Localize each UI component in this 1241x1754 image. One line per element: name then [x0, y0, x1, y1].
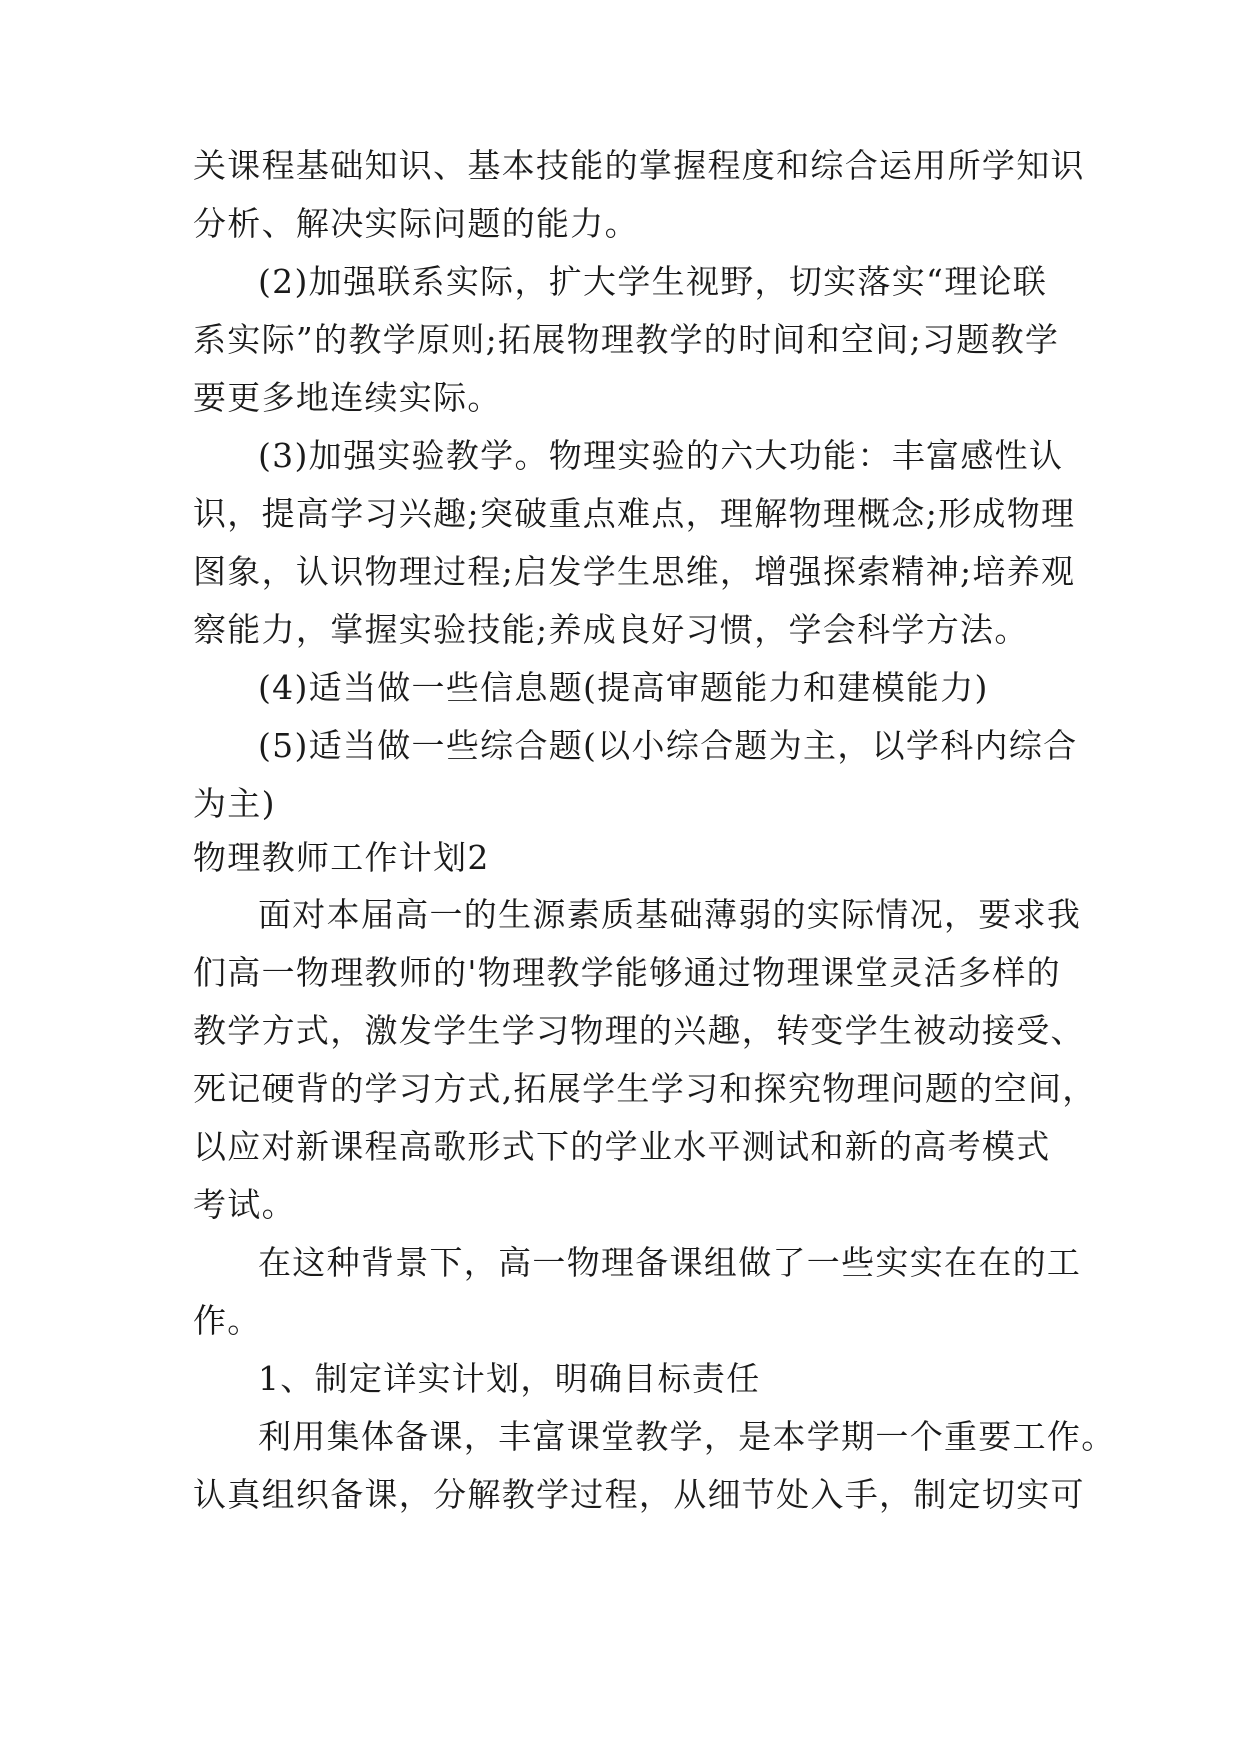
paragraph-line: (2)加强联系实际，扩大学生视野，切实落实“理论联	[258, 262, 1048, 301]
paragraph-line: 以应对新课程高歌形式下的学业水平测试和新的高考模式	[193, 1127, 1051, 1166]
paragraph-line: 利用集体备课，丰富课堂教学，是本学期一个重要工作。	[258, 1417, 1116, 1456]
paragraph-line: 作。	[193, 1301, 262, 1340]
section-heading: 物理教师工作计划2	[193, 838, 490, 877]
paragraph-line: 识，提高学习兴趣;突破重点难点，理解物理概念;形成物理	[193, 494, 1076, 533]
paragraph-line: 认真组织备课，分解教学过程，从细节处入手，制定切实可	[193, 1475, 1085, 1514]
paragraph-line: 面对本届高一的生源素质基础薄弱的实际情况，要求我	[258, 895, 1082, 934]
paragraph-line: 考试。	[193, 1185, 296, 1224]
paragraph-line: 1、制定详实计划，明确目标责任	[258, 1359, 761, 1398]
paragraph-line: 分析、解决实际问题的能力。	[193, 204, 639, 243]
paragraph-line: 在这种背景下，高一物理备课组做了一些实实在在的工	[258, 1243, 1082, 1282]
paragraph-line: 图象，认识物理过程;启发学生思维，增强探索精神;培养观	[193, 552, 1076, 591]
paragraph-line: 们高一物理教师的'物理教学能够通过物理课堂灵活多样的	[193, 953, 1061, 992]
paragraph-line: 要更多地连续实际。	[193, 378, 502, 417]
paragraph-line: 系实际”的教学原则;拓展物理教学的时间和空间;习题教学	[193, 320, 1060, 359]
paragraph-line: 为主)	[193, 784, 276, 823]
paragraph-line: 死记硬背的学习方式,拓展学生学习和探究物理问题的空间，	[193, 1069, 1097, 1108]
paragraph-line: (3)加强实验教学。物理实验的六大功能：丰富感性认	[258, 436, 1064, 475]
paragraph-line: 关课程基础知识、基本技能的掌握程度和综合运用所学知识	[193, 146, 1085, 185]
paragraph-line: 察能力，掌握实验技能;养成良好习惯，学会科学方法。	[193, 610, 1029, 649]
paragraph-line: 教学方式，激发学生学习物理的兴趣，转变学生被动接受、	[193, 1011, 1085, 1050]
paragraph-line: (5)适当做一些综合题(以小综合题为主，以学科内综合	[258, 726, 1078, 765]
paragraph-line: (4)适当做一些信息题(提高审题能力和建模能力)	[258, 668, 989, 707]
